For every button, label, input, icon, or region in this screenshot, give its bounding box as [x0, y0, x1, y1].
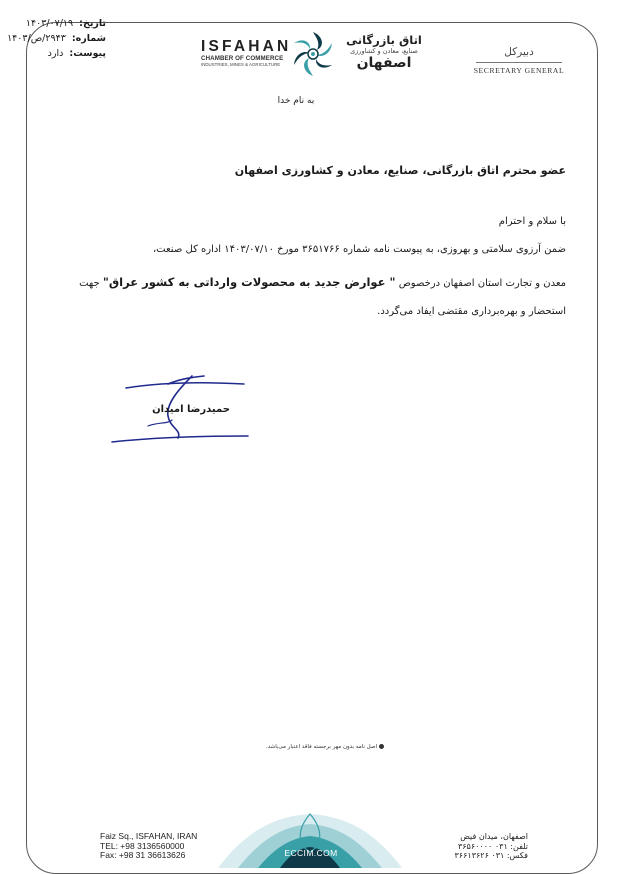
secretary-divider: [476, 62, 562, 63]
logo-fa-line1: اتاق بازرگانی: [346, 33, 422, 47]
number-value: ۲۹۴۳/ص/۱۴۰۳: [7, 33, 66, 44]
body-line-2: [44, 275, 566, 289]
logo-en-line2: INDUSTRIES, MINES & AGRICULTURE: [201, 62, 281, 67]
body-line-3: استحضار و بهره‌برداری مقتضی ایفاد می‌گردد.: [377, 306, 566, 317]
secretary-general-title: [470, 45, 568, 75]
signer-name: حمیدرضا امیدان: [152, 404, 230, 415]
fax-fa: فکس: ۰۳۱ ۳۶۶۱۳۶۲۶: [454, 851, 528, 860]
validity-note-text: اصل نامه بدون مهر برجسته فاقد اعتبار می‌باشد.: [265, 744, 378, 750]
logo-en-line1: CHAMBER OF COMMERCE: [201, 55, 284, 62]
body-line-1: ضمن آرزوی سلامتی و بهروزی، به پیوست نامه شماره ۳۶۵۱۷۶۶ مورخ ۱۴۰۳/۰۷/۱۰ اداره کل صنعت،: [152, 244, 566, 255]
recipient: عضو محترم اتاق بازرگانی، صنایع، معادن و کشاورزی اصفهان: [234, 164, 566, 177]
subject-bold: " عوارض جدید به محصولات وارداتی به کشور عراق": [102, 275, 396, 289]
secretary-en: SECRETARY GENERAL: [473, 66, 565, 75]
number-label: شماره:: [71, 33, 106, 44]
address-en: Faiz Sq., ISFAHAN, IRAN: [100, 831, 198, 841]
chamber-logo-icon: [288, 29, 338, 79]
greeting: با سلام و احترام: [498, 216, 566, 227]
tel-fa: تلفن: ۰۳۱ ۳۶۵۶۰۰۰۰: [457, 841, 528, 851]
tel-en: TEL: +98 3136560000: [100, 840, 185, 851]
attachment-row: [6, 46, 106, 61]
website-link[interactable]: ECCIM.COM: [284, 848, 338, 858]
address-fa: اصفهان، میدان فیض: [460, 832, 528, 841]
number-row: [6, 31, 106, 46]
fax-en: Fax: +98 31 36613626: [100, 850, 186, 860]
attachment-label: پیوست:: [69, 48, 106, 59]
footer-contact-fa: [420, 832, 528, 861]
stamp-bullet-icon: [379, 744, 384, 749]
logo-en-title: ISFAHAN: [201, 38, 292, 55]
logo-english: [201, 38, 292, 68]
attachment-value: دارد: [47, 48, 64, 59]
letter-meta: [6, 16, 106, 61]
body-line-2-pre: معدن و تجارت استان اصفهان درخصوص: [398, 278, 566, 289]
date-row: [6, 16, 106, 31]
logo-persian: [338, 34, 430, 71]
logo-fa-line2: صنایع، معادن و کشاورزی: [350, 47, 418, 55]
logo-fa-line3: اصفهان: [356, 55, 412, 71]
date-label: تاریخ:: [79, 18, 106, 29]
date-value: ۱۴۰۳/۰۷/۱۹: [25, 18, 74, 29]
body-line-2-post: جهت: [79, 278, 100, 289]
footer-contact-en: [100, 832, 220, 861]
basmala: به نام خدا: [277, 96, 315, 106]
secretary-fa: دبیرکل: [504, 46, 534, 58]
validity-note: [250, 744, 400, 750]
